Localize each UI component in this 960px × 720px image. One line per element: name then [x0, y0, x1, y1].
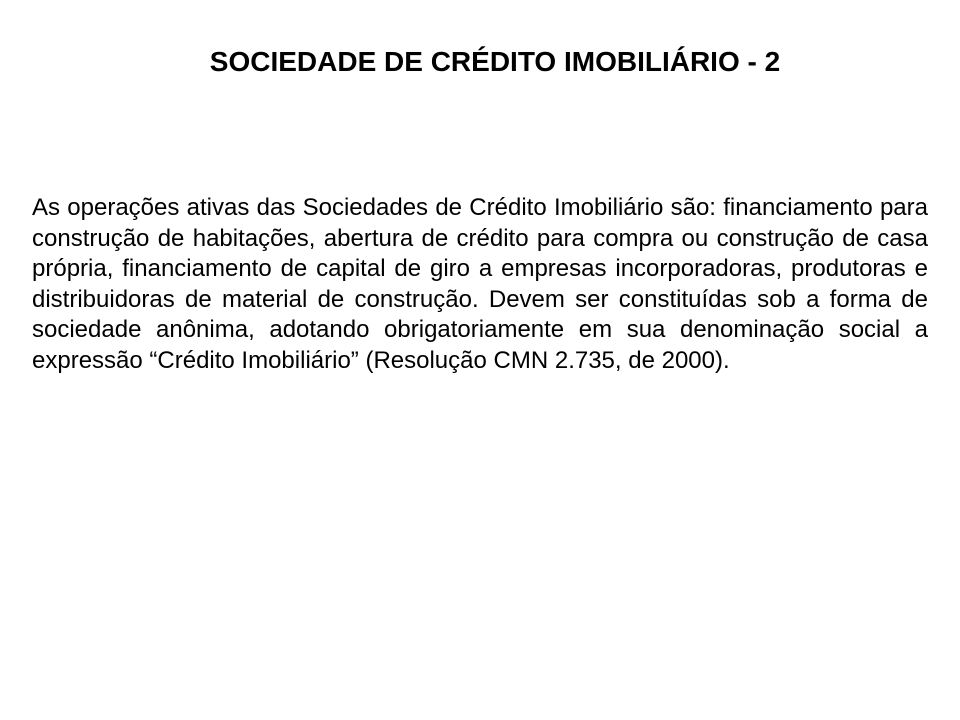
slide-body-text: As operações ativas das Sociedades de Crédito Imobiliário são: financiamento para construção de habitações, abertura de crédito para compra ou construção de casa própria, financiamento de capital de giro a empresas incorporadoras, produtoras e distribuidoras de material de construção. Devem ser constituídas sob a forma de sociedade anônima, adotando obrigatoriamente em sua denominação social a expressão “Crédito Imobiliário” (Resolução CMN 2.735, de 2000). [32, 194, 928, 374]
slide-title: SOCIEDADE DE CRÉDITO IMOBILIÁRIO - 2 [209, 46, 781, 77]
